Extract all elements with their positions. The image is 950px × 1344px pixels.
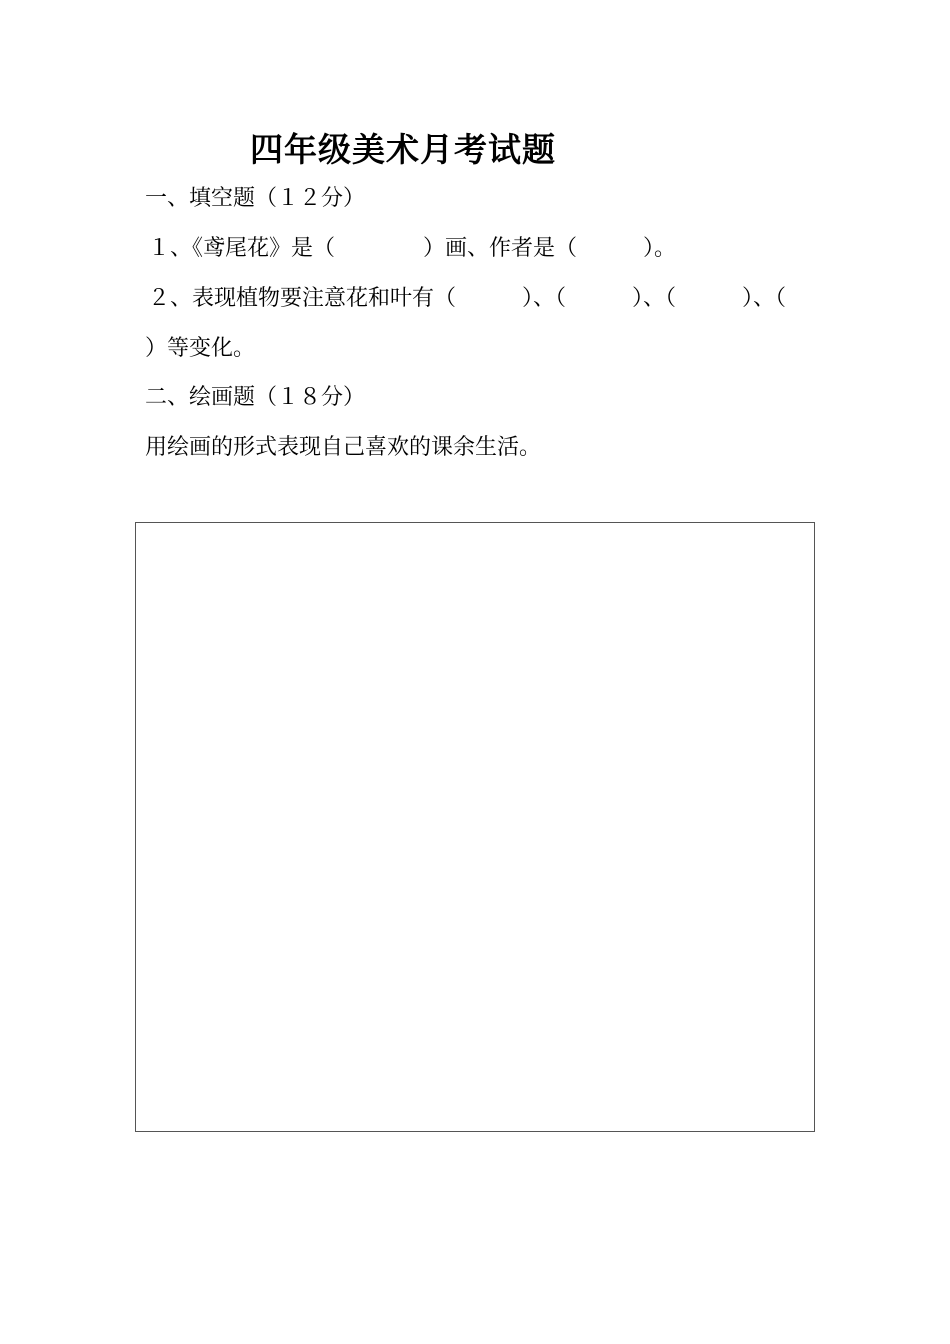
question-1: １、《鸢尾花》是（ ）画、作者是（ ）。 bbox=[148, 236, 677, 261]
section-1-heading: 一、填空题（１２分） bbox=[145, 186, 366, 211]
question-2-line-1: ２、表现植物要注意花和叶有（ ）、（ ）、（ ）、（ bbox=[148, 286, 787, 311]
drawing-prompt: 用绘画的形式表现自己喜欢的课余生活。 bbox=[145, 435, 542, 460]
drawing-area-box bbox=[135, 522, 815, 1132]
section-2-heading: 二、绘画题（１８分） bbox=[145, 385, 366, 410]
exam-title: 四年级美术月考试题 bbox=[250, 130, 556, 169]
question-2-line-2: ）等变化。 bbox=[145, 336, 256, 361]
